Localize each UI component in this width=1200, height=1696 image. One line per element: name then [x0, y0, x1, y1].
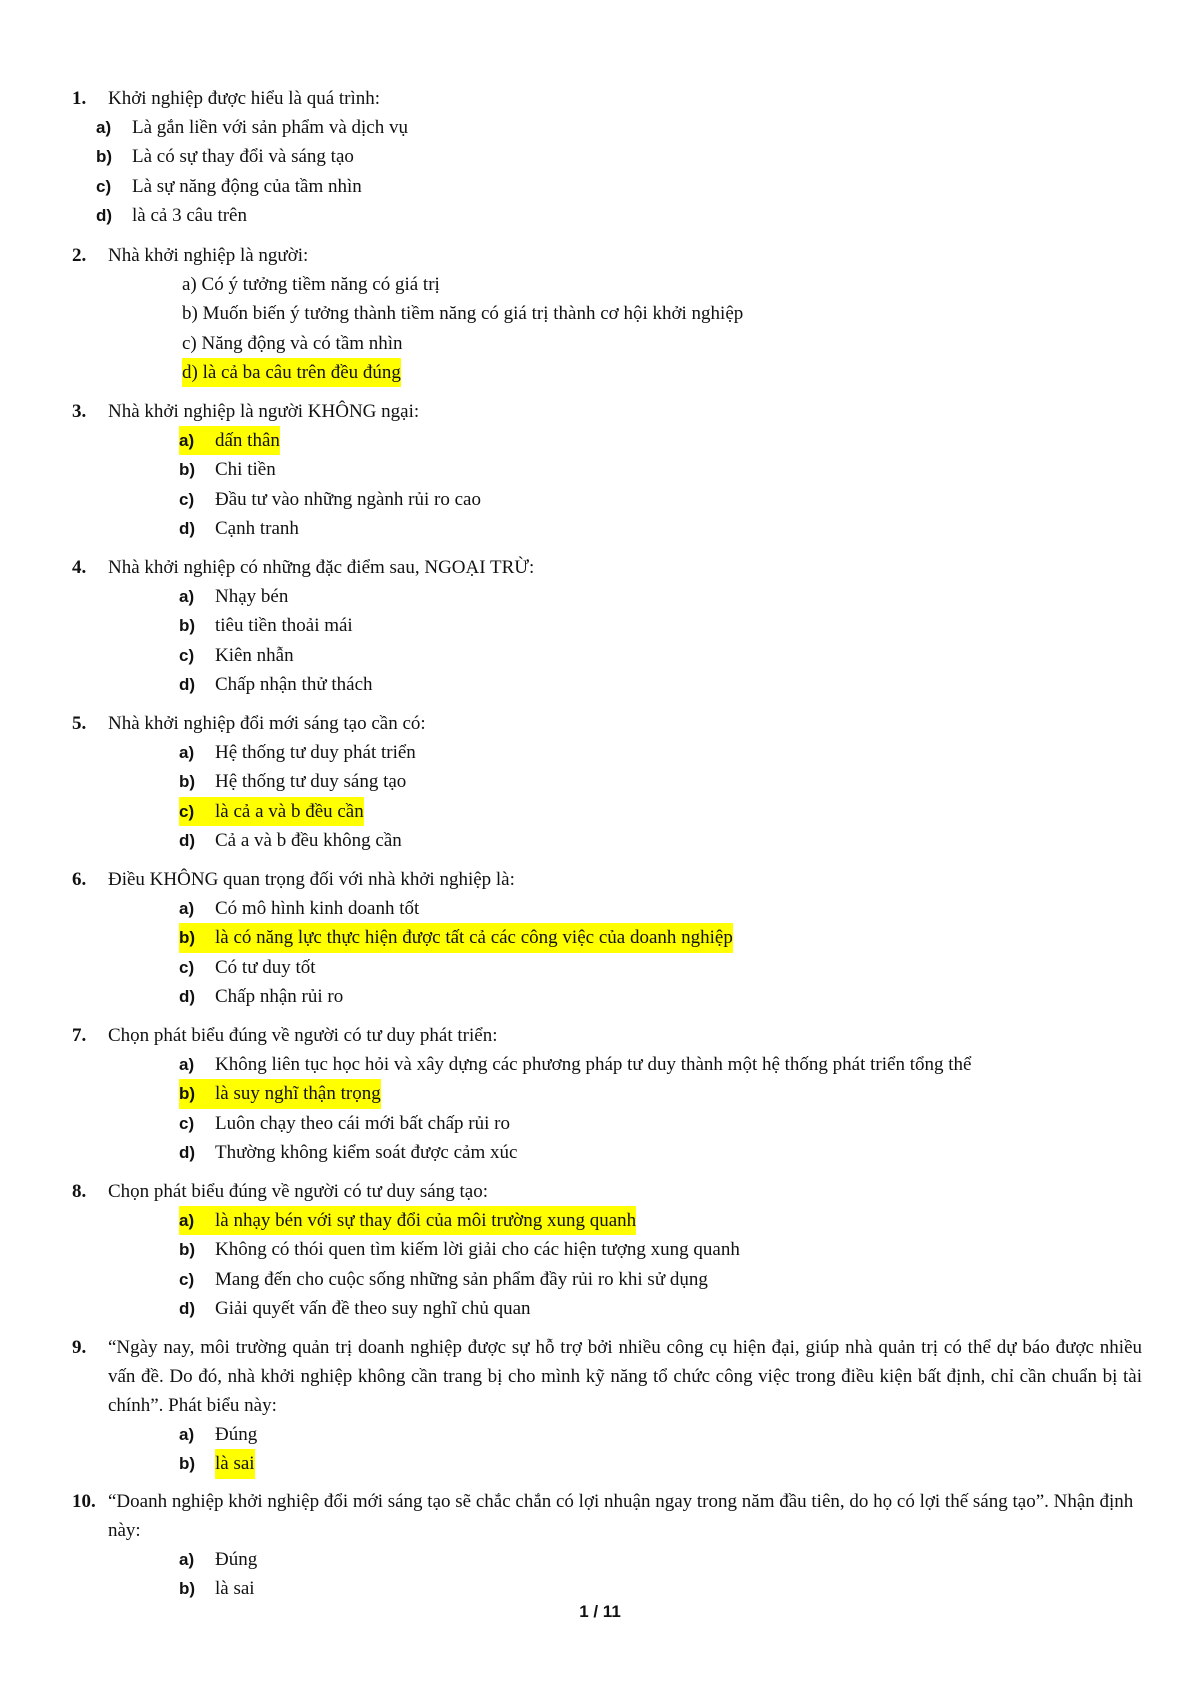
question-number: 10. [72, 1491, 96, 1512]
option-b: b) là sai [179, 1578, 255, 1600]
option-c-correct: c) là cả a và b đều cần [179, 797, 1142, 826]
question-4 [72, 553, 1142, 699]
question-text: Nhà khởi nghiệp là người KHÔNG ngại: [108, 401, 420, 422]
option-c: c) Kiên nhẫn [179, 644, 294, 666]
question-text: Chọn phát biểu đúng về người có tư duy sáng tạo: [108, 1181, 488, 1202]
option-d: d) Thường không kiểm soát được cảm xúc [179, 1141, 518, 1163]
option-b-correct: b) là có năng lực thực hiện được tất cả các công việc của doanh nghiệp [179, 923, 1142, 952]
question-number: 9. [72, 1337, 87, 1358]
question-number: 8. [72, 1181, 87, 1202]
question-6 [72, 865, 1142, 1011]
question-3 [72, 397, 1142, 543]
question-text: Điều KHÔNG quan trọng đối với nhà khởi nghiệp là: [108, 869, 515, 890]
question-9 [72, 1333, 1142, 1479]
option-a: a) Không liên tục học hỏi và xây dựng các phương pháp tư duy thành một hệ thống phát triển tổng thể [179, 1054, 972, 1075]
question-1 [72, 84, 1142, 230]
option-b: b) Không có thói quen tìm kiếm lời giải cho các hiện tượng xung quanh [179, 1239, 740, 1261]
option-d: d) Cạnh tranh [179, 517, 299, 539]
question-number: 1. [72, 88, 87, 109]
question-7 [72, 1021, 1142, 1167]
question-text: Nhà khởi nghiệp là người: [108, 245, 309, 266]
option-d: d) Chấp nhận rủi ro [179, 985, 344, 1007]
option-a: a) Đúng [179, 1549, 258, 1570]
question-5 [72, 709, 1142, 855]
option-a: a) Có ý tưởng tiềm năng có giá trị [182, 274, 440, 295]
question-text: Nhà khởi nghiệp có những đặc điểm sau, NGOẠI TRỪ: [108, 557, 535, 578]
option-b: b) Muốn biến ý tưởng thành tiềm năng có giá trị thành cơ hội khởi nghiệp [182, 303, 744, 325]
option-b-correct: b) là sai [179, 1449, 1142, 1478]
page-number: 1 / 11 [579, 1602, 621, 1621]
option-c: c) Mang đến cho cuộc sống những sản phẩm đầy rủi ro khi sử dụng [179, 1268, 708, 1290]
option-b: b) Hệ thống tư duy sáng tạo [179, 771, 407, 793]
option-c: c) Năng động và có tầm nhìn [182, 332, 403, 354]
option-c: c) Là sự năng động của tầm nhìn [96, 175, 362, 197]
question-text: Khởi nghiệp được hiểu là quá trình: [108, 88, 381, 109]
question-text: Nhà khởi nghiệp đổi mới sáng tạo cần có: [108, 713, 426, 734]
option-d-correct: d) là cả ba câu trên đều đúng [182, 358, 1142, 387]
option-a: a) Nhạy bén [179, 586, 289, 607]
option-a-correct: a) là nhạy bén với sự thay đổi của môi trường xung quanh [179, 1206, 1142, 1235]
question-number: 7. [72, 1025, 87, 1046]
question-8 [72, 1177, 1142, 1323]
option-d: d) Chấp nhận thử thách [179, 673, 373, 695]
option-b: b) Là có sự thay đổi và sáng tạo [96, 146, 354, 168]
question-number: 6. [72, 869, 87, 890]
question-10 [72, 1487, 1142, 1604]
question-2 [72, 241, 1142, 387]
option-c: c) Đầu tư vào những ngành rủi ro cao [179, 488, 481, 510]
question-text: “Ngày nay, môi trường quản trị doanh nghiệp được sự hỗ trợ bởi nhiều công cụ hiện đại, giúp nhà quản trị có thể dự báo được nhiều vấn đề. Do đó, nhà khởi nghiệp không cần trang bị cho mình kỹ năng tổ chức công việc trong điều kiện bất định, chỉ cần chuẩn bị tài chính”. Phát biểu này: [108, 1337, 1142, 1416]
question-text: Chọn phát biểu đúng về người có tư duy phát triển: [108, 1025, 498, 1046]
option-d: d) Giải quyết vấn đề theo suy nghĩ chủ quan [179, 1297, 531, 1319]
option-a-correct: a) dấn thân [179, 426, 1142, 455]
question-number: 4. [72, 557, 87, 578]
question-number: 5. [72, 713, 87, 734]
option-a: a) Có mô hình kinh doanh tốt [179, 898, 420, 919]
question-text: “Doanh nghiệp khởi nghiệp đổi mới sáng tạo sẽ chắc chắn có lợi nhuận ngay trong năm đầu tiên, do họ có lợi thế sáng tạo”. Nhận định này: [108, 1491, 1134, 1541]
option-a: a) Là gắn liền với sản phẩm và dịch vụ [96, 117, 408, 138]
option-c: c) Luôn chạy theo cái mới bất chấp rủi ro [179, 1112, 510, 1134]
option-b: b) tiêu tiền thoải mái [179, 615, 353, 637]
option-b-correct: b) là suy nghĩ thận trọng [179, 1079, 1142, 1108]
option-c: c) Có tư duy tốt [179, 956, 316, 978]
option-a: a) Hệ thống tư duy phát triển [179, 742, 416, 763]
option-a: a) Đúng [179, 1424, 258, 1445]
option-d: d) Cả a và b đều không cần [179, 829, 402, 851]
question-number: 2. [72, 245, 87, 266]
question-number: 3. [72, 401, 87, 422]
option-d: d) là cả 3 câu trên [96, 204, 247, 226]
option-b: b) Chi tiền [179, 459, 276, 481]
